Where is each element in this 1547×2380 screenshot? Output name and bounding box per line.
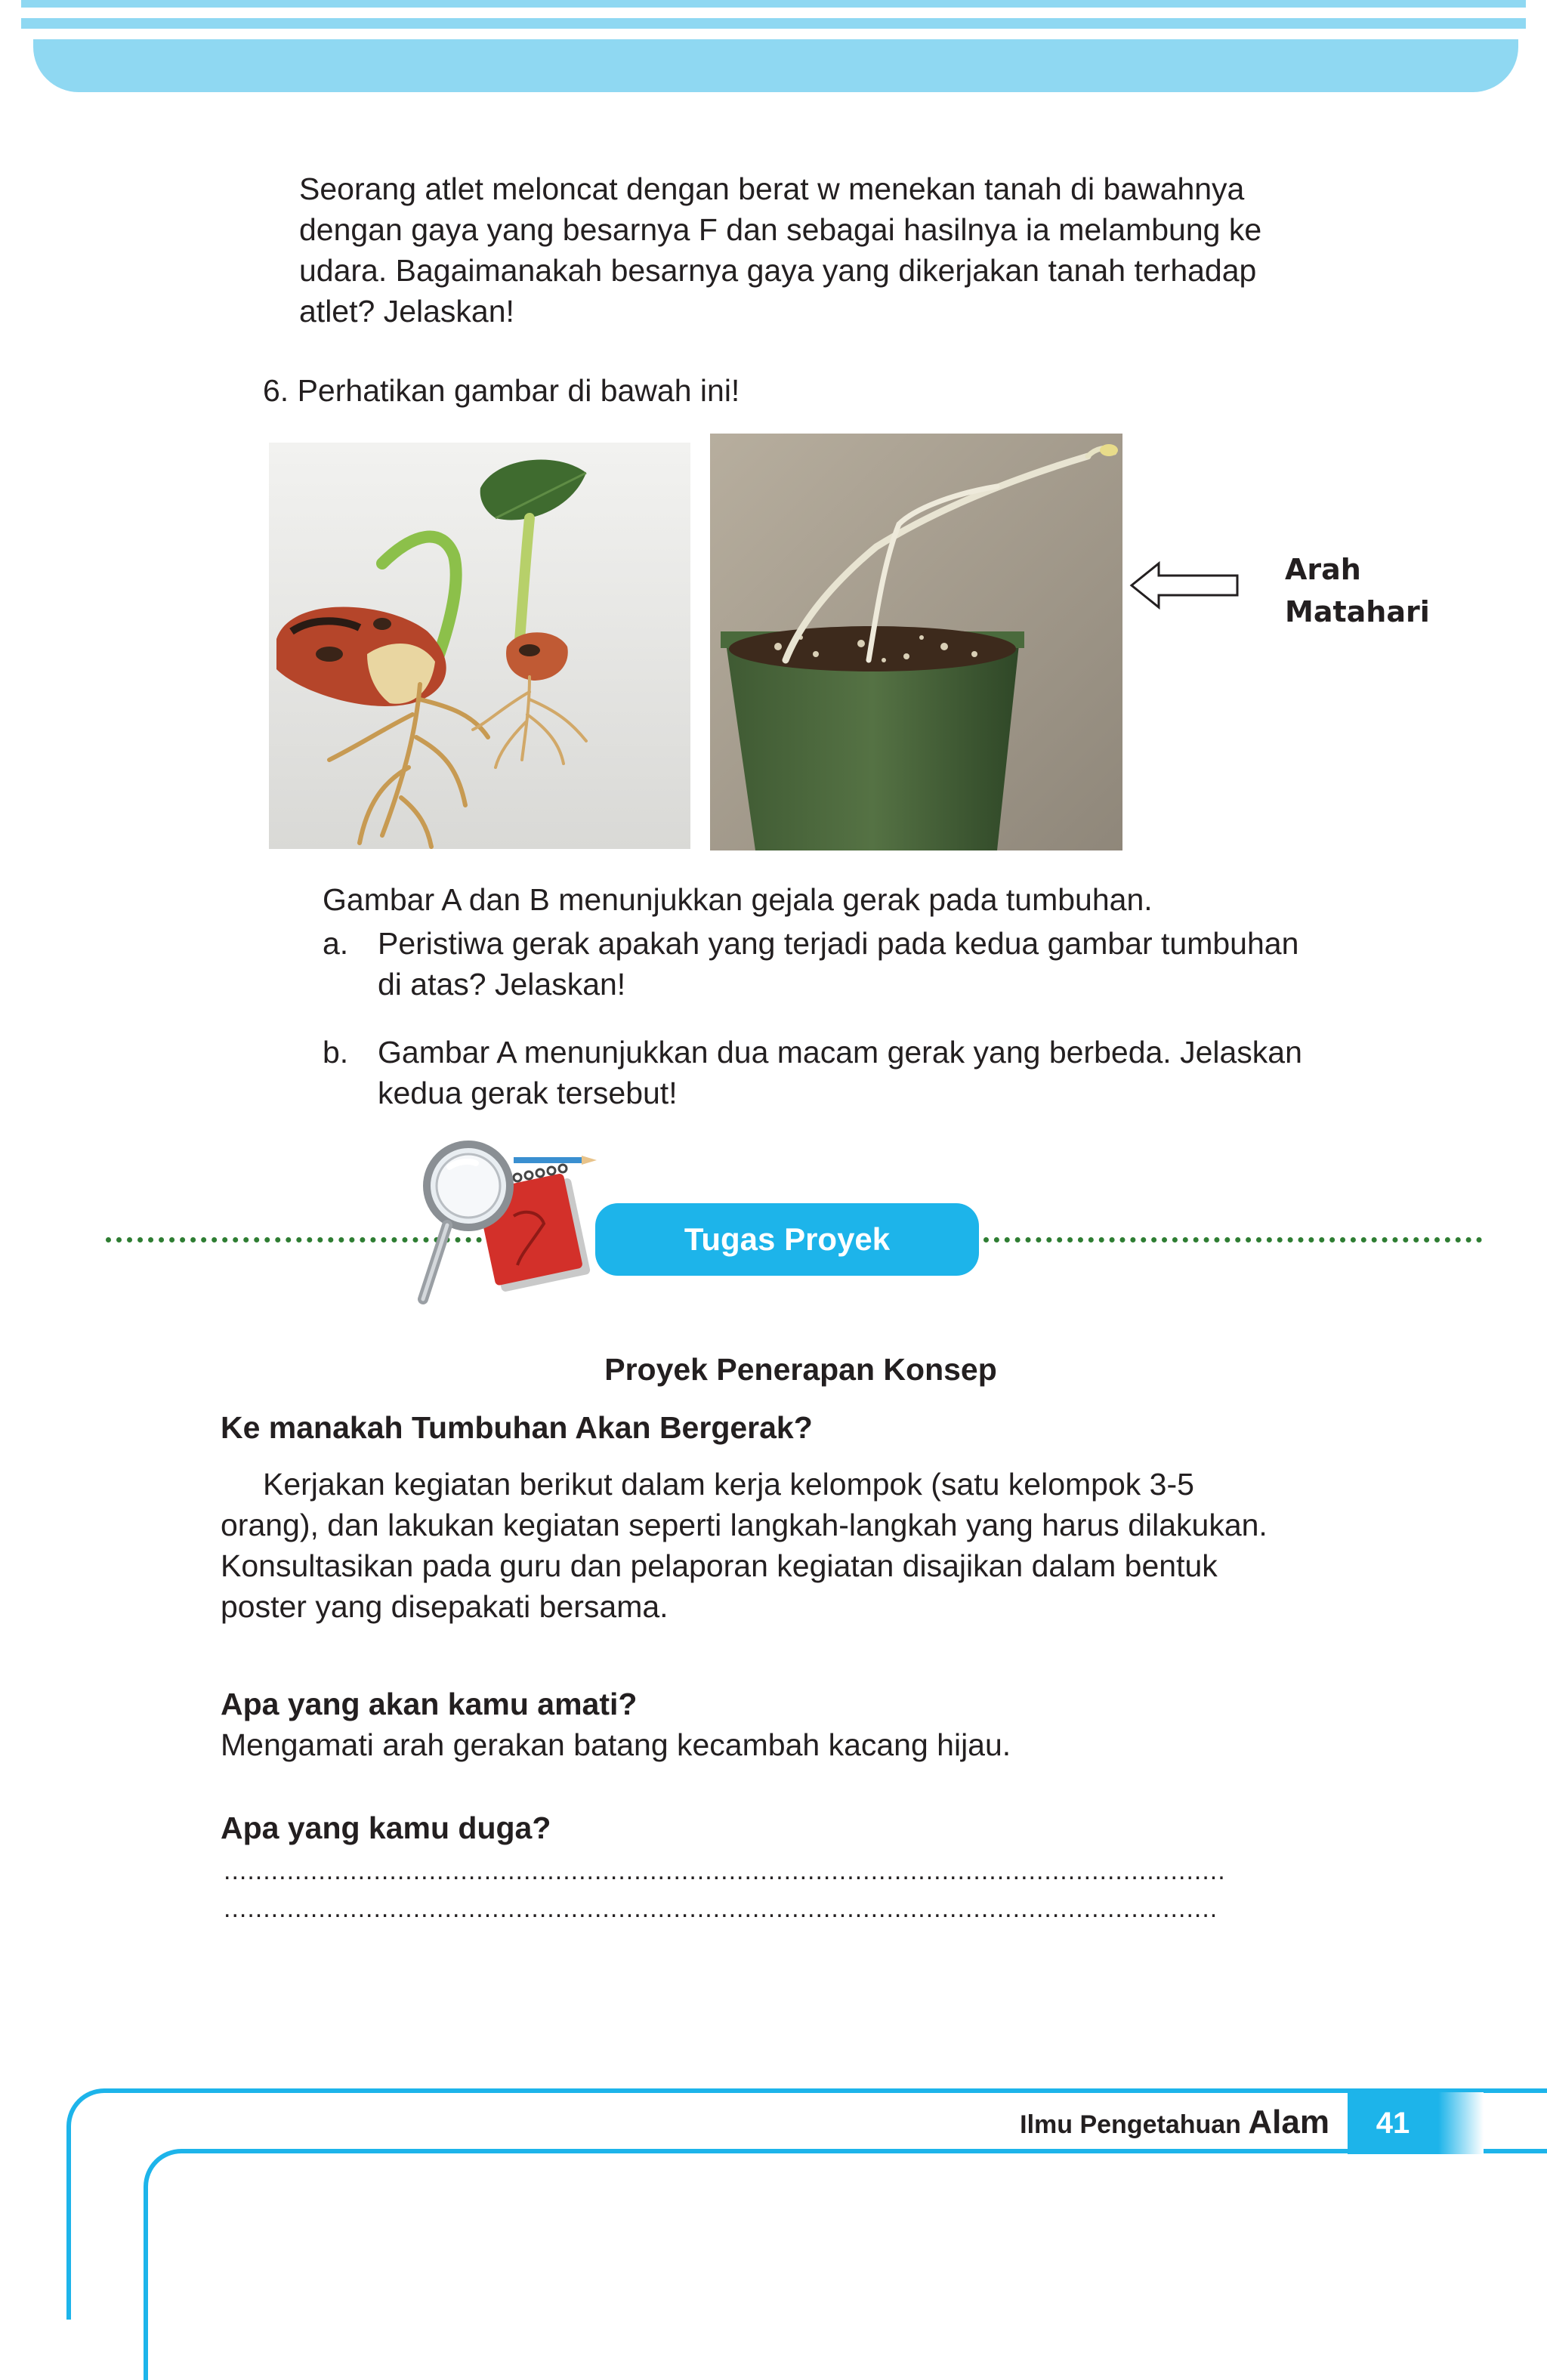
section-banner-tugas-proyek: Tugas Proyek [595, 1203, 979, 1276]
magnifier-notebook-icon [400, 1133, 612, 1307]
page-number-fade [1438, 2092, 1484, 2154]
question5-line: atlet? Jelaskan! [299, 294, 514, 329]
question6-a-marker: a. [323, 926, 349, 961]
project-instructions-line: Kerjakan kegiatan berikut dalam kerja kelompok (satu kelompok 3-5 [263, 1467, 1194, 1502]
question6-b-text [378, 1032, 1382, 1113]
header-band [33, 39, 1518, 92]
question6-title: 6. Perhatikan gambar di bawah ini! [263, 373, 740, 408]
footer-frame-inner [144, 2149, 1547, 2380]
project-instructions-line: poster yang disepakati bersama. [221, 1589, 669, 1624]
footer-book-title [831, 2100, 1329, 2147]
question5-text [299, 168, 1387, 332]
page-number: 41 [1348, 2092, 1438, 2154]
question6-a-text [378, 923, 1382, 1005]
project-instructions [221, 1464, 1372, 1627]
observe-text: Mengamati arah gerakan batang kecambah kacang hijau. [221, 1727, 1011, 1762]
hypothesis-heading: Apa yang kamu duga? [221, 1810, 551, 1845]
answer-line: ............................................................................................................................... [224, 1857, 1226, 1885]
question5-line: udara. Bagaimanakah besarnya gaya yang dikerjakan tanah terhadap [299, 253, 1257, 288]
project-instructions-line: orang), dan lakukan kegiatan seperti langkah-langkah yang harus dilakukan. [221, 1508, 1268, 1542]
question5-line: dengan gaya yang besarnya F dan sebagai hasilnya ia melambung ke [299, 212, 1262, 247]
question6-intro: Gambar A dan B menunjukkan gejala gerak pada tumbuhan. [323, 882, 1153, 917]
figure-label-arah: Arah [1285, 553, 1361, 586]
figure-a-illustration [269, 443, 690, 849]
observe-heading: Apa yang akan kamu amati? [221, 1687, 638, 1721]
project-subheading: Ke manakah Tumbuhan Akan Bergerak? [221, 1410, 813, 1445]
footer-book-title-small: Ilmu Pengetahuan [1020, 2110, 1241, 2139]
figure-label-matahari: Matahari [1285, 595, 1430, 628]
question6-b-line: kedua gerak tersebut! [378, 1076, 678, 1110]
project-instructions-line: Konsultasikan pada guru dan pelaporan kegiatan disajikan dalam bentuk [221, 1548, 1218, 1583]
figure-a-bean-germination-image [269, 443, 690, 849]
header-stripe-top [21, 0, 1526, 8]
sun-direction-arrow-icon [1129, 559, 1242, 612]
banner-dotted-line-right [983, 1237, 1482, 1242]
footer-book-title-big: Alam [1248, 2104, 1329, 2141]
header-stripe-middle [21, 18, 1526, 29]
question5-line: Seorang atlet meloncat dengan berat w menekan tanah di bawahnya [299, 171, 1245, 206]
question6-a-line: di atas? Jelaskan! [378, 967, 626, 1002]
question6-b-line: Gambar A menunjukkan dua macam gerak yang berbeda. Jelaskan [378, 1035, 1302, 1070]
figure-b-phototropism-image [710, 434, 1122, 850]
figure-b-illustration [710, 434, 1122, 850]
question6-b-marker: b. [323, 1035, 349, 1070]
question6-a-line: Peristiwa gerak apakah yang terjadi pada kedua gambar tumbuhan [378, 926, 1299, 961]
project-heading: Proyek Penerapan Konsep [604, 1352, 997, 1387]
answer-line: .............................................................................................................................. [224, 1894, 1218, 1923]
